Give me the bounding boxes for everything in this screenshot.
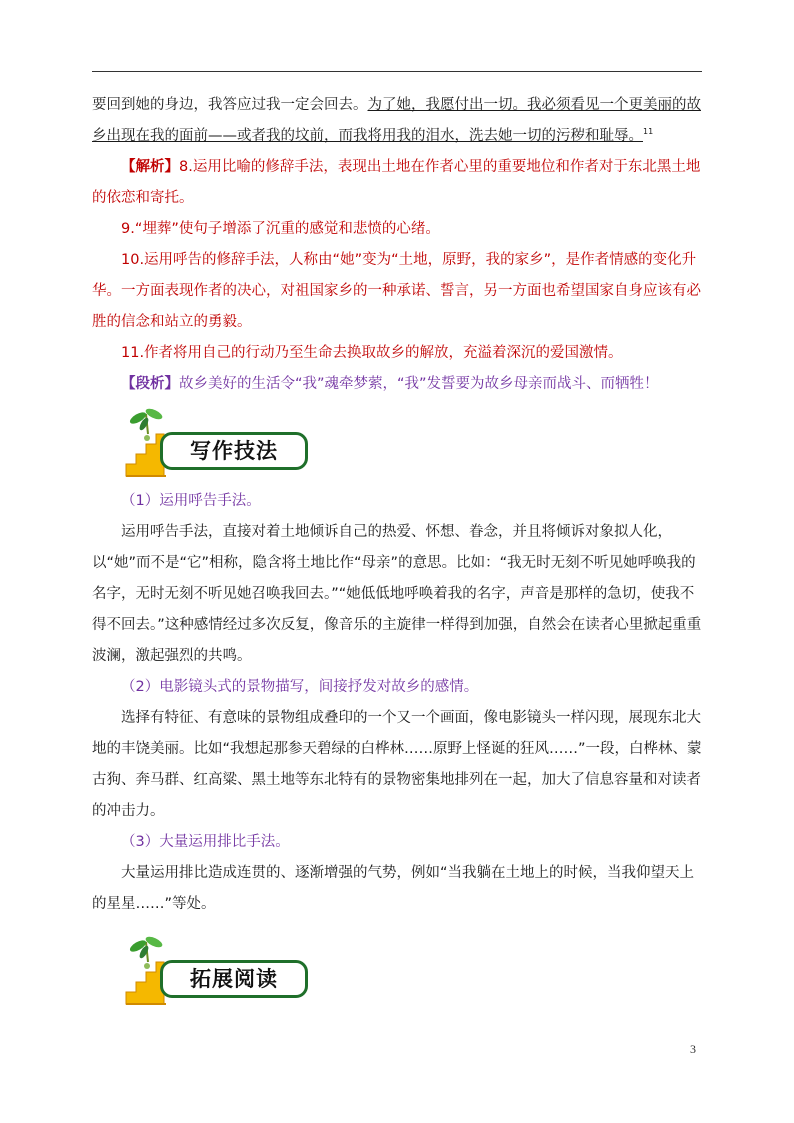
analysis-item-9: 9.“埋葬”使句子增添了沉重的感觉和悲愤的心绪。 [121,221,440,237]
top-paragraph [92,90,702,152]
writing-heading-2: （2）电影镜头式的景物描写，间接抒发对故乡的感情。 [121,679,479,695]
page-body [92,90,702,1014]
writing-paragraph-3: 大量运用排比造成连贯的、逐渐增强的气势，例如“当我躺在土地上的时候，当我仰望天上的星星……”等处。 [92,865,695,912]
paragraph-analysis-label: 【段析】 [121,376,179,392]
section-badge-writing-label: 写作技法 [160,432,308,470]
top-paragraph-underlined-text: 为了她，我愿付出一切。我必须看见一个更美丽的故乡出现在我的面前——或者我的坟前，而我将用我的泪水，洗去她一切的污秽和耻辱。 [92,97,701,144]
writing-paragraph-1: 运用呼告手法，直接对着土地倾诉自己的热爱、怀想、眷念，并且将倾诉对象拟人化，以“她”而不是“它”相称，隐含将土地比作“母亲”的意思。比如：“我无时无刻不听见她呼唤我的名字，无时无刻不听见她召唤我回去。”“她低低地呼唤着我的名字，声音是那样的急切，使我不得不回去。”这种感情经过多次反复，像音乐的主旋律一样得到加强，自然会在读者心里掀起重重波澜，激起强烈的共鸣。 [92,524,702,664]
analysis-label: 【解析】 [121,159,179,175]
analysis-item-8-text: 8.运用比喻的修辞手法，表现出土地在作者心里的重要地位和作者对于东北黑土地的依恋和寄托。 [92,159,701,206]
page-number: 3 [690,1042,696,1056]
analysis-item-10: 10.运用呼告的修辞手法，人称由“她”变为“土地，原野，我的家乡”，是作者情感的变化升华。一方面表现作者的决心，对祖国家乡的一种承诺、誓言，另一方面也希望国家自身应该有必胜的信念和站立的勇毅。 [92,252,701,330]
top-paragraph-text: 要回到她的身边，我答应过我一定会回去。 [92,97,368,113]
writing-heading-3: （3）大量运用排比手法。 [121,834,290,850]
section-badge-extended [118,934,418,1012]
writing-heading-1: （1）运用呼告手法。 [121,493,261,509]
section-badge-writing [118,406,418,484]
writing-paragraph-2: 选择有特征、有意味的景物组成叠印的一个又一个画面，像电影镜头一样闪现，展现东北大地的丰饶美丽。比如“我想起那参天碧绿的白桦林……原野上怪诞的狂风……”一段，白桦林、蒙古狗、奔马群、红高粱、黑土地等东北特有的景物密集地排列在一起，加大了信息容量和对读者的冲击力。 [92,710,702,819]
footnote-marker: 11 [643,127,654,137]
paragraph-analysis-text: 故乡美好的生活令“我”魂牵梦萦，“我”发誓要为故乡母亲而战斗、而牺牲！ [179,376,659,392]
section-badge-extended-label: 拓展阅读 [160,960,308,998]
paragraph-analysis [92,369,702,400]
header-rule [92,71,702,72]
analysis-item-11: 11.作者将用自己的行动乃至生命去换取故乡的解放，充溢着深沉的爱国激情。 [121,345,623,361]
analysis-item-8 [92,152,702,214]
